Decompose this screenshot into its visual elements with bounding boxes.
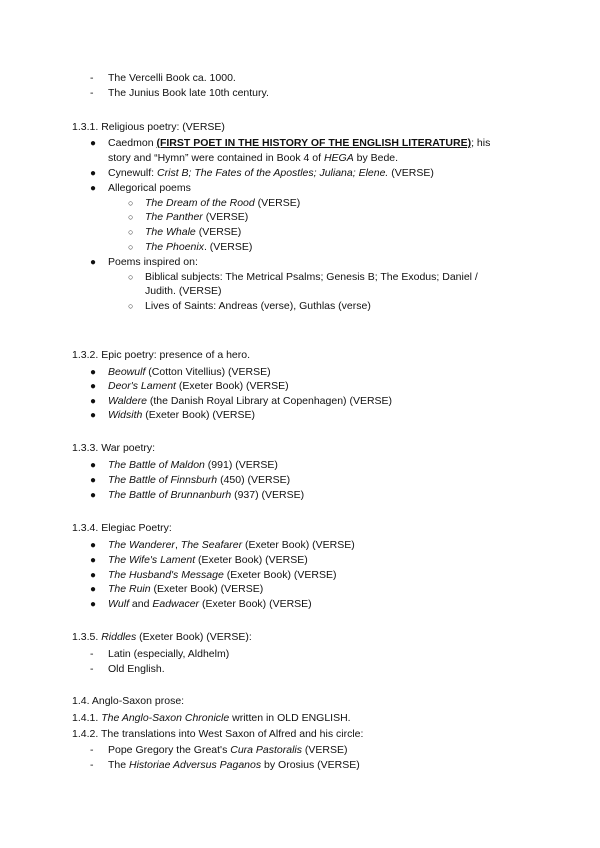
bullet-circle: ○ bbox=[128, 212, 134, 222]
caedmon-continuation: story and “Hymn” were contained in Book 4 of HEGA by Bede. bbox=[108, 152, 399, 164]
war-item: The Battle of Maldon (991) (VERSE) bbox=[108, 459, 278, 471]
elegiac-item: The Husband's Message (Exeter Book) (VERSE) bbox=[108, 569, 337, 581]
intro-item: The Vercelli Book ca. 1000. bbox=[108, 72, 236, 84]
caedmon-item: Caedmon (FIRST POET IN THE HISTORY OF THE ENGLISH LITERATURE); his bbox=[108, 137, 491, 149]
epic-item: Widsith (Exeter Book) (VERSE) bbox=[108, 409, 255, 421]
chronicle-line: 1.4.1. The Anglo-Saxon Chronicle written in OLD ENGLISH. bbox=[72, 712, 351, 724]
pope-item: Pope Gregory the Great's Cura Pastoralis (VERSE) bbox=[108, 744, 348, 756]
allegorical-item: The Panther (VERSE) bbox=[145, 211, 249, 223]
intro-item: The Junius Book late 10th century. bbox=[108, 87, 269, 99]
bullet-disc: ● bbox=[90, 367, 97, 378]
bullet-disc: ● bbox=[90, 475, 97, 486]
section-heading-war: 1.3.3. War poetry: bbox=[72, 442, 156, 454]
dash-marker: - bbox=[90, 663, 94, 675]
war-item: The Battle of Brunnanburh (937) (VERSE) bbox=[108, 489, 305, 501]
riddles-item: Old English. bbox=[108, 663, 165, 675]
bullet-disc: ● bbox=[90, 599, 97, 610]
translations-line: 1.4.2. The translations into West Saxon of Alfred and his circle: bbox=[72, 728, 364, 740]
bullet-disc: ● bbox=[90, 555, 97, 566]
bullet-circle: ○ bbox=[128, 227, 134, 237]
bullet-circle: ○ bbox=[128, 242, 134, 252]
dash-marker: - bbox=[90, 759, 94, 771]
biblical-item-continuation: Judith. (VERSE) bbox=[145, 285, 222, 297]
saints-item: Lives of Saints: Andreas (verse), Guthlas (verse) bbox=[145, 300, 371, 312]
bullet-disc: ● bbox=[90, 410, 97, 421]
dash-marker: - bbox=[90, 87, 94, 99]
dash-marker: - bbox=[90, 648, 94, 660]
bullet-disc: ● bbox=[90, 138, 97, 149]
elegiac-item: The Wanderer, The Seafarer (Exeter Book) (VERSE) bbox=[108, 539, 355, 551]
bullet-circle: ○ bbox=[128, 301, 134, 311]
bullet-disc: ● bbox=[90, 490, 97, 501]
elegiac-item: Wulf and Eadwacer (Exeter Book) (VERSE) bbox=[108, 598, 312, 610]
epic-item: Waldere (the Danish Royal Library at Copenhagen) (VERSE) bbox=[108, 395, 393, 407]
dash-marker: - bbox=[90, 744, 94, 756]
bullet-circle: ○ bbox=[128, 272, 134, 282]
war-item: The Battle of Finnsburh (450) (VERSE) bbox=[108, 474, 291, 486]
bullet-disc: ● bbox=[90, 396, 97, 407]
bullet-disc: ● bbox=[90, 381, 97, 392]
section-heading-religious: 1.3.1. Religious poetry: (VERSE) bbox=[72, 121, 225, 133]
section-heading-prose: 1.4. Anglo-Saxon prose: bbox=[72, 695, 185, 707]
elegiac-item: The Wife's Lament (Exeter Book) (VERSE) bbox=[108, 554, 308, 566]
allegorical-item: The Dream of the Rood (VERSE) bbox=[145, 197, 301, 209]
section-heading-epic: 1.3.2. Epic poetry: presence of a hero. bbox=[72, 349, 251, 361]
epic-item: Beowulf (Cotton Vitellius) (VERSE) bbox=[108, 366, 271, 378]
cynewulf-item: Cynewulf: Crist B; The Fates of the Apostles; Juliana; Elene. (VERSE) bbox=[108, 167, 434, 179]
biblical-item: Biblical subjects: The Metrical Psalms; Genesis B; The Exodus; Daniel / bbox=[145, 271, 478, 283]
section-heading-elegiac: 1.3.4. Elegiac Poetry: bbox=[72, 522, 172, 534]
section-heading-riddles: 1.3.5. Riddles (Exeter Book) (VERSE): bbox=[72, 631, 252, 643]
bullet-disc: ● bbox=[90, 570, 97, 581]
caedmon-emphasis: (FIRST POET IN THE HISTORY OF THE ENGLISH LITERATURE) bbox=[156, 137, 472, 149]
epic-item: Deor's Lament (Exeter Book) (VERSE) bbox=[108, 380, 289, 392]
bullet-disc: ● bbox=[90, 460, 97, 471]
inspired-label: Poems inspired on: bbox=[108, 256, 198, 268]
bullet-circle: ○ bbox=[128, 198, 134, 208]
bullet-disc: ● bbox=[90, 183, 97, 194]
allegorical-item: The Whale (VERSE) bbox=[145, 226, 242, 238]
allegorical-label: Allegorical poems bbox=[108, 182, 191, 194]
orosius-item: The Historiae Adversus Paganos by Orosius (VERSE) bbox=[108, 759, 360, 771]
allegorical-item: The Phoenix. (VERSE) bbox=[145, 241, 253, 253]
bullet-disc: ● bbox=[90, 584, 97, 595]
bullet-disc: ● bbox=[90, 168, 97, 179]
bullet-disc: ● bbox=[90, 540, 97, 551]
riddles-item: Latin (especially, Aldhelm) bbox=[108, 648, 230, 660]
dash-marker: - bbox=[90, 72, 94, 84]
elegiac-item: The Ruin (Exeter Book) (VERSE) bbox=[108, 583, 264, 595]
bullet-disc: ● bbox=[90, 257, 97, 268]
